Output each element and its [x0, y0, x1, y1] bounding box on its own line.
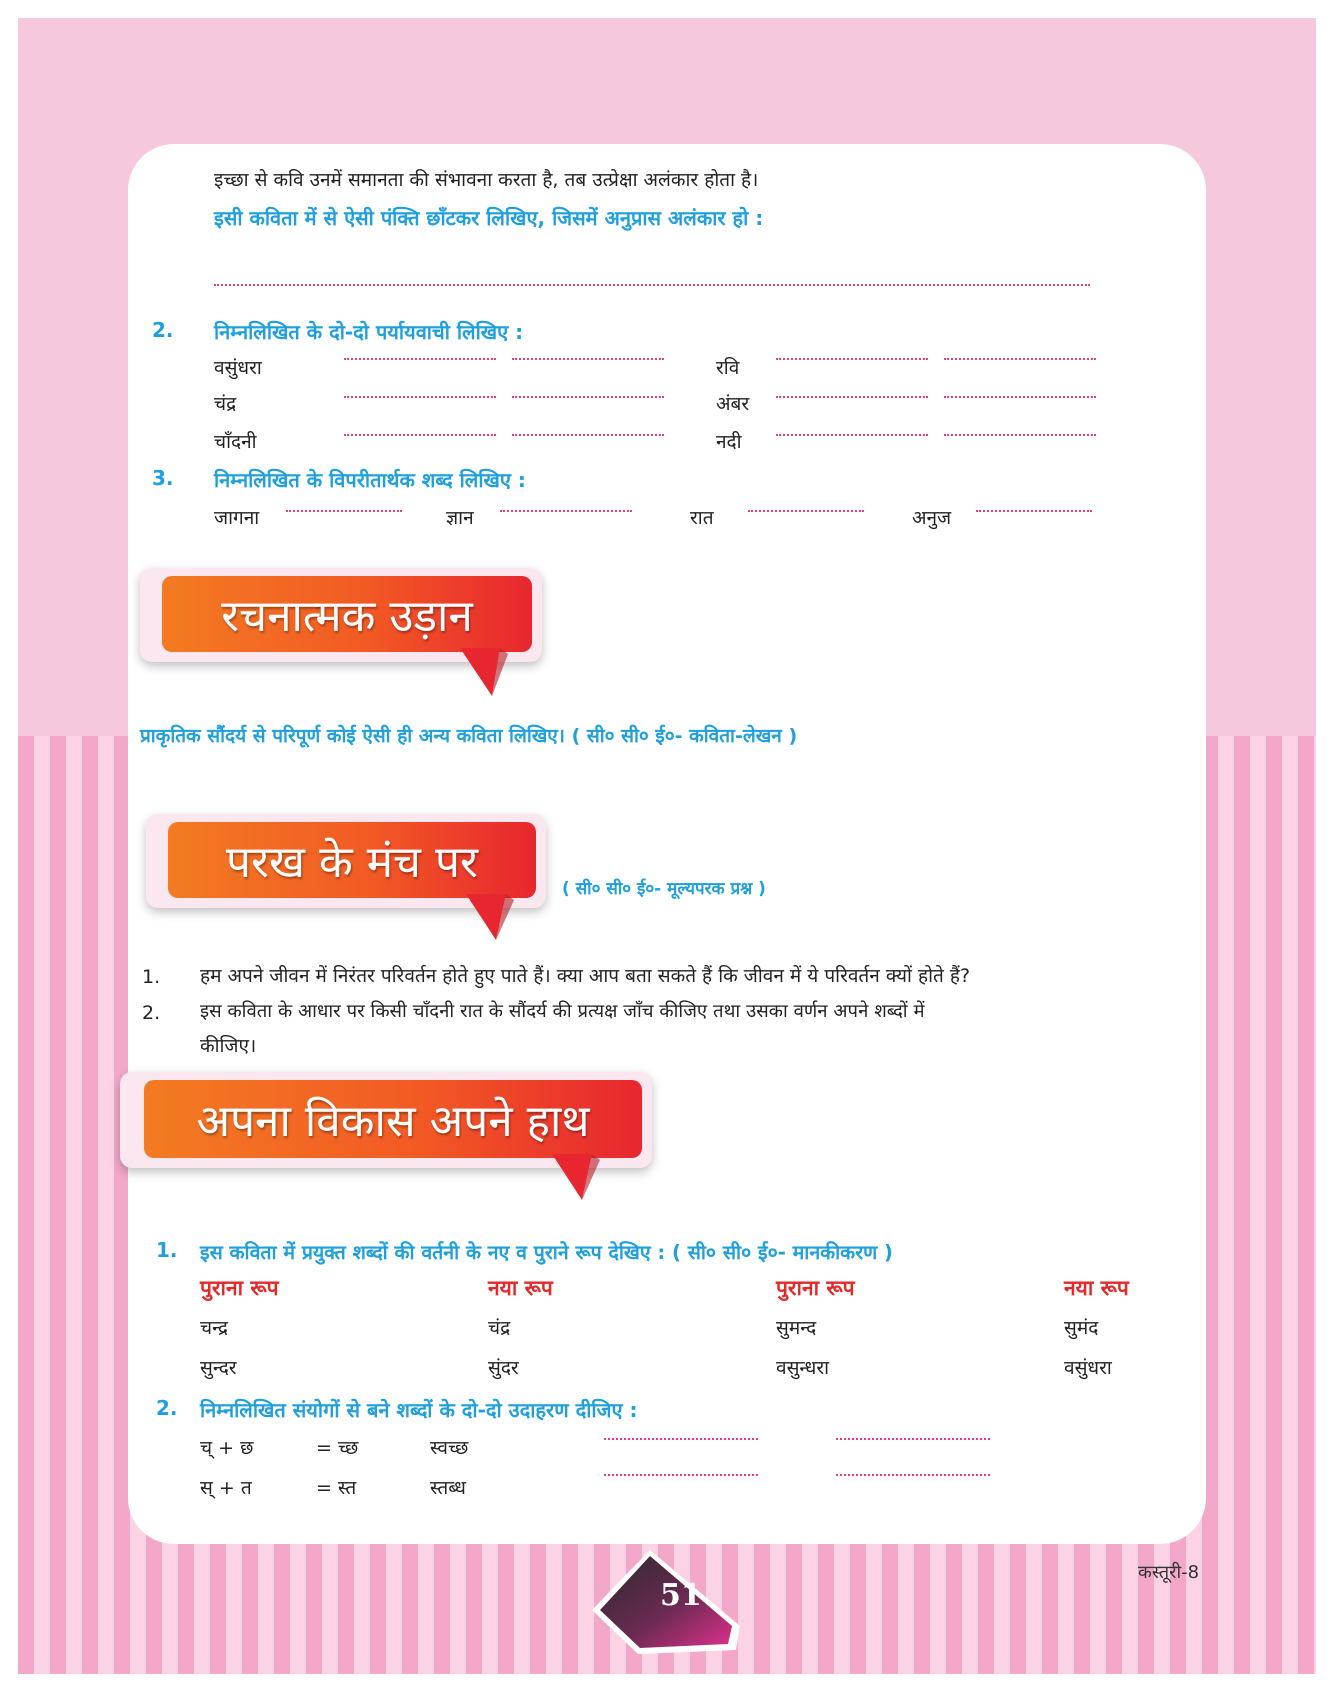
answer-line[interactable] — [748, 510, 864, 512]
answer-line[interactable] — [776, 396, 928, 398]
answer-line[interactable] — [344, 396, 496, 398]
answer-line[interactable] — [836, 1474, 990, 1476]
banner-pointer — [548, 1154, 608, 1210]
answer-line[interactable] — [604, 1438, 758, 1440]
answer-line[interactable] — [214, 284, 1090, 286]
q3-title: निम्नलिखित के विपरीतार्थक शब्द लिखिए : — [214, 468, 526, 492]
table-cell: चन्द्र — [200, 1317, 229, 1339]
q2-word: रवि — [716, 357, 740, 379]
answer-line[interactable] — [776, 358, 928, 360]
answer-line[interactable] — [286, 510, 402, 512]
column-header: पुराना रूप — [776, 1276, 855, 1300]
parakh-question: इस कविता के आधार पर किसी चाँदनी रात के सौंदर्य की प्रत्यक्ष जाँच कीजिए तथा उसका वर्णन अपने शब्दों में — [200, 1001, 925, 1022]
table-cell: सुन्दर — [200, 1357, 237, 1379]
parakh-number: 2. — [142, 1002, 161, 1024]
q3-word: ज्ञान — [446, 507, 474, 529]
vikas-q1-number: 1. — [156, 1238, 178, 1262]
vikas-q2-title: निम्नलिखित संयोगों से बने शब्दों के दो-दो उदाहरण दीजिए : — [200, 1398, 638, 1422]
answer-line[interactable] — [836, 1438, 990, 1440]
answer-line[interactable] — [500, 510, 632, 512]
combo: च् + छ — [200, 1437, 254, 1459]
answer-line[interactable] — [944, 434, 1096, 436]
vikas-q2-number: 2. — [156, 1396, 178, 1420]
banner-pointer — [462, 894, 522, 950]
answer-line[interactable] — [344, 358, 496, 360]
intro-line: इच्छा से कवि उनमें समानता की संभावना करता है, तब उत्प्रेक्षा अलंकार होता है। — [214, 169, 759, 191]
column-header: नया रूप — [488, 1276, 553, 1300]
anupras-question: इसी कविता में से ऐसी पंक्ति छाँटकर लिखिए, जिसमें अनुप्रास अलंकार हो : — [214, 206, 764, 230]
q2-word: नदी — [716, 431, 742, 453]
q2-title: निम्नलिखित के दो-दो पर्यायवाची लिखिए : — [214, 320, 524, 344]
column-header: नया रूप — [1064, 1276, 1129, 1300]
answer-line[interactable] — [512, 396, 664, 398]
q2-word: वसुंधरा — [214, 357, 262, 379]
banner-title: अपना विकास अपने हाथ — [144, 1080, 642, 1158]
q3-word: रात — [690, 507, 714, 529]
combo-result: = च्छ — [316, 1437, 359, 1459]
vikas-q1-title: इस कविता में प्रयुक्त शब्दों की वर्तनी के नए व पुराने रूप देखिए : ( सी० सी० ई०- मानकीकरण ) — [200, 1241, 893, 1264]
q3-number: 3. — [152, 466, 174, 490]
book-name: कस्तूरी-8 — [1138, 1562, 1200, 1583]
combo: स् + त — [200, 1477, 252, 1499]
combo-example: स्तब्ध — [430, 1477, 466, 1499]
table-cell: सुमन्द — [776, 1317, 817, 1339]
combo-result: = स्त — [316, 1477, 357, 1499]
parakh-question-cont: कीजिए। — [200, 1035, 257, 1057]
q3-word: जागना — [214, 507, 260, 529]
creative-question: प्राकृतिक सौंदर्य से परिपूर्ण कोई ऐसी ही अन्य कविता लिखिए। ( सी० सी० ई०- कविता-लेखन ) — [140, 725, 798, 747]
column-header: पुराना रूप — [200, 1276, 279, 1300]
q2-number: 2. — [152, 318, 174, 342]
table-cell: सुमंद — [1064, 1317, 1099, 1339]
answer-line[interactable] — [776, 434, 928, 436]
parakh-question: हम अपने जीवन में निरंतर परिवर्तन होते हुए पाते हैं। क्या आप बता सकते हैं कि जीवन में ये परिवर्तन क्यों होते हैं? — [200, 965, 971, 987]
q2-word: चाँदनी — [214, 431, 257, 453]
answer-line[interactable] — [512, 358, 664, 360]
answer-line[interactable] — [604, 1474, 758, 1476]
table-cell: चंद्र — [488, 1317, 511, 1339]
table-cell: वसुन्धरा — [776, 1357, 830, 1379]
parakh-number: 1. — [142, 966, 161, 988]
answer-line[interactable] — [344, 434, 496, 436]
table-cell: सुंदर — [488, 1357, 519, 1379]
answer-line[interactable] — [944, 358, 1096, 360]
q2-word: अंबर — [716, 393, 750, 415]
q2-word: चंद्र — [214, 393, 237, 415]
banner-title: रचनात्मक उड़ान — [162, 576, 532, 652]
table-cell: वसुंधरा — [1064, 1357, 1112, 1379]
answer-line[interactable] — [976, 510, 1092, 512]
banner-pointer — [456, 648, 516, 704]
parakh-note: ( सी० सी० ई०- मूल्यपरक प्रश्न ) — [562, 879, 766, 899]
page-number: 51 — [660, 1578, 702, 1613]
banner-title: परख के मंच पर — [168, 822, 536, 898]
combo-example: स्वच्छ — [430, 1437, 469, 1459]
answer-line[interactable] — [944, 396, 1096, 398]
answer-line[interactable] — [512, 434, 664, 436]
q3-word: अनुज — [912, 507, 952, 529]
